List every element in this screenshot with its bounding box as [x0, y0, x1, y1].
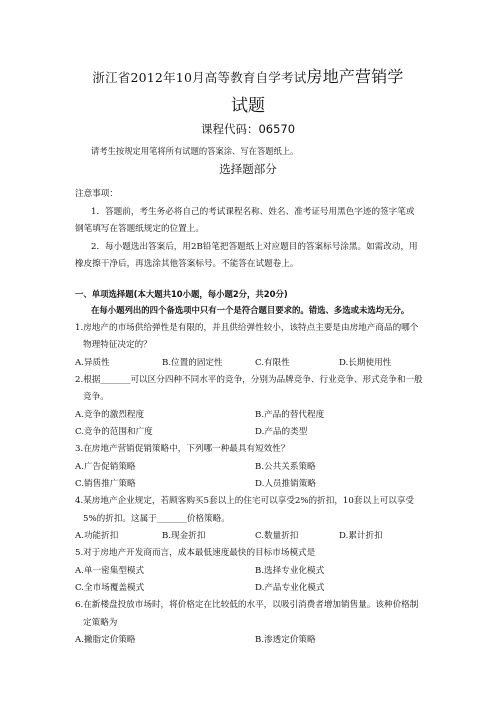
option-b: B.现金折扣 — [162, 531, 206, 541]
option-d: D.人员推销策略 — [255, 479, 316, 489]
option-b: B.位置的固定性 — [162, 358, 223, 368]
question-stem: 5.对于房地产开发商而言，成本最低速度最快的目标市场模式是 — [75, 548, 316, 558]
question-stem: 定策略为 — [83, 618, 118, 628]
option-d: D.累计折扣 — [339, 531, 383, 541]
option-a: A.竞争的激烈程度 — [75, 410, 145, 420]
question-stem: 物理特征决定的？ — [83, 340, 152, 350]
exam-title-line2: 试题 — [231, 96, 265, 116]
notes-line: 橡皮擦干净后，再选涂其他答案标号。不能答在试题卷上。 — [75, 259, 299, 269]
option-a: A.功能折扣 — [75, 531, 119, 541]
title-subject: 房地产营销学 — [306, 67, 404, 86]
option-d: D.产品的类型 — [255, 427, 308, 437]
option-d: D.产品专业化模式 — [255, 583, 325, 593]
question-stem: 5%的折扣。这属于_______价格策略。 — [83, 514, 230, 524]
question-stem: 3.在房地产营销促销策略中，下列哪一种最具有短效性？ — [75, 444, 290, 454]
option-c: C.有限性 — [255, 358, 290, 368]
part-title: 选择题部分 — [219, 162, 277, 176]
notes-line: 1．答题前，考生务必将自己的考试课程名称、姓名、准考证号用黑色字迹的签字笔或 — [91, 207, 415, 217]
question-stem: 2.根据_______可以区分四种不同水平的竞争，分别为品牌竞争、行业竞争、形式竞争和一般 — [75, 375, 423, 385]
option-b: B.公共关系策略 — [255, 462, 316, 472]
question-stem: 6.在新楼盘投放市场时，将价格定在比较低的水平，以吸引消费者增加销售量。该种价格制 — [75, 600, 419, 610]
option-b: B.渗透定价策略 — [255, 635, 316, 645]
option-b: B.选择专业化模式 — [255, 566, 325, 576]
option-b: B.产品的替代程度 — [255, 410, 325, 420]
question-stem: 1.房地产的市场供给弹性是有限的，并且供给弹性较小，该特点主要是由房地产商品的哪个 — [75, 323, 419, 333]
option-a: A.广告促销策略 — [75, 462, 136, 472]
course-code: 课程代码：06570 — [200, 122, 296, 136]
instruction-text: 请考生按规定用笔将所有试题的答案涂、写在答题纸上。 — [91, 146, 299, 156]
notes-heading: 注意事项： — [75, 189, 118, 199]
notes-line: 2．每小题选出答案后，用2B铅笔把答题纸上对应题目的答案标号涂黑。如需改动，用 — [91, 242, 418, 252]
title-prefix: 浙江省2012年10月高等教育自学考试 — [92, 70, 307, 85]
notes-line: 钢笔填写在答题纸规定的位置上。 — [75, 224, 204, 234]
option-c: C.销售推广策略 — [75, 479, 136, 489]
option-a: A.撇脂定价策略 — [75, 635, 136, 645]
option-c: C.数量折扣 — [255, 531, 299, 541]
option-a: A.异质性 — [75, 358, 110, 368]
option-d: D.长期使用性 — [339, 358, 392, 368]
question-stem: 4.某房地产企业规定，若顾客购买5套以上的住宅可以享受2%的折扣，10套以上可以享受 — [75, 496, 415, 506]
option-a: A.单一密集型模式 — [75, 566, 145, 576]
section-title: 一、单项选择题(本大题共10小题，每小题2分，共20分) — [75, 289, 288, 299]
exam-title — [0, 64, 496, 87]
question-stem: 竞争。 — [83, 392, 109, 402]
option-c: C.竞争的范围和广度 — [75, 427, 153, 437]
section-subtitle: 在每小题列出的四个备选项中只有一个是符合题目要求的。错选、多选或未选均无分。 — [91, 305, 410, 315]
option-c: C.全市场覆盖模式 — [75, 583, 145, 593]
